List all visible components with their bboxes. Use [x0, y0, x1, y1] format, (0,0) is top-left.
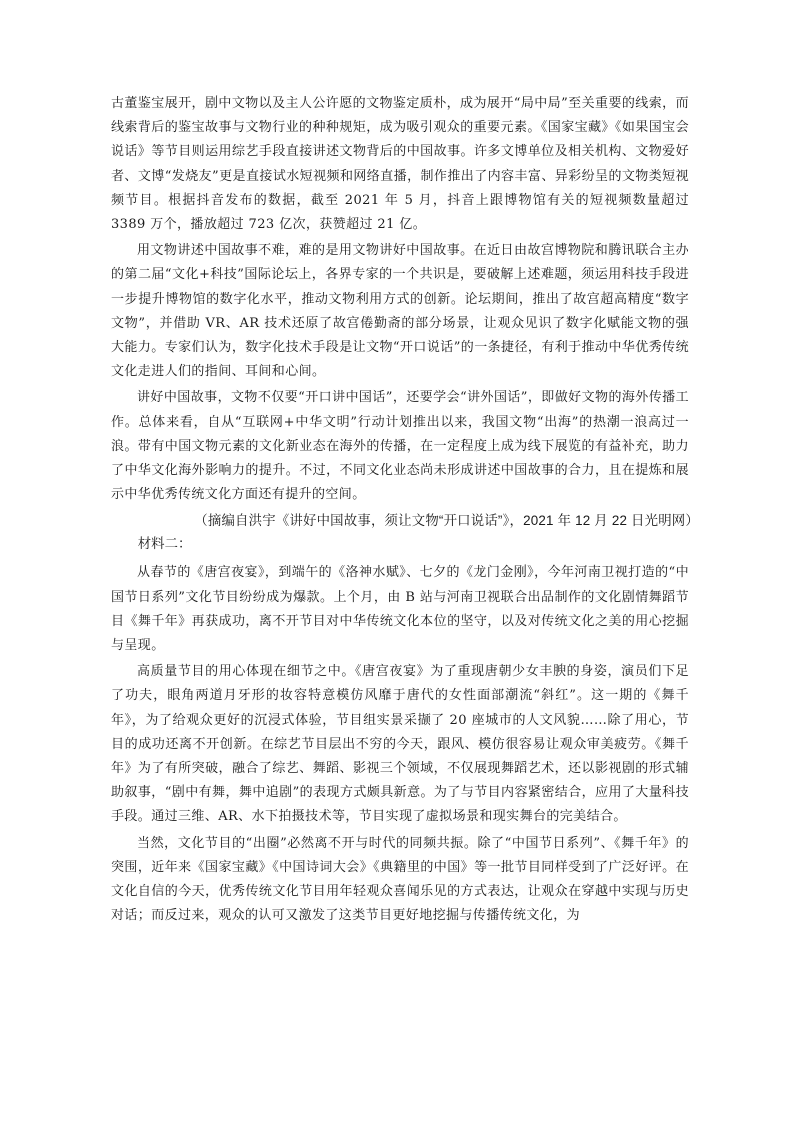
paragraph-4: 从春节的《唐宫夜宴》，到端午的《洛神水赋》、七夕的《龙门金刚》，今年河南卫视打造的“中国节日系列”文化节目纷纷成为爆款。上个月，由 B 站与河南卫视联合出品制作的文化剧情舞蹈节目《舞千年》再获成功，离不开节目对中华传统文化本位的坚守，以及对传统文化之美的用心挖掘与呈现。	[111, 565, 689, 654]
paragraph-2: 用文物讲述中国故事不难，难的是用文物讲好中国故事。在近日由故宫博物院和腾讯联合主办的第二届“文化+科技”国际论坛上，各界专家的一个共识是，要破解上述难题，须运用科技手段进一步提升博物馆的数字化水平，推动文物利用方式的创新。论坛期间，推出了故宫超高精度“数字文物”，并借助 VR、AR 技术还原了故宫倦勤斋的部分场景，让观众见识了数字化赋能文物的强大能力。专家们认为，数字化技术手段是让文物“开口说话”的一条捷径，有利于推动中华优秀传统文化走进人们的指间、耳间和心间。	[111, 243, 689, 380]
paragraph-5: 高质量节目的用心体现在细节之中。《唐宫夜宴》为了重现唐朝少女丰腴的身姿，演员们下足了功夫，眼角两道月牙形的妆容特意模仿风靡于唐代的女性面部潮流“斜红”。这一期的《舞千年》，为了给观众更好的沉浸式体验，节目组实景采撷了 20 座城市的人文风貌……除了用心，节目的成功还离不开创新。在综艺节目层出不穷的今天，跟风、模仿很容易让观众审美疲劳。《舞千年》为了有所突破，融合了综艺、舞蹈、影视三个领域，不仅展现舞蹈艺术，还以影视剧的形式辅助叙事，“剧中有舞，舞中追剧”的表现方式颇具新意。为了与节目内容紧密结合，应用了大量科技手段。通过三维、AR、水下拍摄技术等，节目实现了虚拟场景和现实舞台的完美结合。	[111, 664, 689, 825]
material-heading: 材料二：	[137, 536, 192, 552]
paragraph-1: 古董鉴宝展开，剧中文物以及主人公许愿的文物鉴定质朴，成为展开“局中局”至关重要的线索，而线索背后的鉴宝故事与文物行业的种种规矩，成为吸引观众的重要元素。《国家宝藏》《如果国宝会说话》等节目则运用综艺手段直接讲述文物背后的中国故事。许多文博单位及相关机构、文物爱好者、文博“发烧友”更是直接试水短视频和网络直播，制作推出了内容丰富、异彩纷呈的文物类短视频节目。根据抖音发布的数据，截至 2021 年 5 月，抖音上跟博物馆有关的短视频数量超过 3389 万个，播放超过 723 亿次，获赞超过 21 亿。	[111, 96, 689, 233]
paragraph-3: 讲好中国故事，文物不仅要“开口讲中国话”，还要学会“讲外国话”，即做好文物的海外传播工作。总体来看，自从“互联网+中华文明”行动计划推出以来，我国文物“出海”的热潮一浪高过一浪。带有中国文物元素的文化新业态在海外的传播，在一定程度上成为线下展览的有益补充，助力了中华文化海外影响力的提升。不过，不同文化业态尚未形成讲述中国故事的合力，且在提炼和展示中华优秀传统文化方面还有提升的空间。	[111, 390, 689, 503]
article-body	[111, 92, 699, 931]
source-citation: （摘编自洪宇《讲好中国故事，须让文物“开口说话”》，2021 年 12 月 22 日光明网）	[194, 513, 699, 529]
paragraph-6: 当然，文化节目的“出圈”必然离不开与时代的同频共振。除了“中国节日系列”、《舞千年》的突围，近年来《国家宝藏》《中国诗词大会》《典籍里的中国》等一批节目同样受到了广泛好评。在文化自信的今天，优秀传统文化节目用年轻观众喜闻乐见的方式表达，让观众在穿越中实现与历史对话；而反过来，观众的认可又激发了这类节目更好地挖掘与传播传统文化，为	[111, 835, 689, 924]
